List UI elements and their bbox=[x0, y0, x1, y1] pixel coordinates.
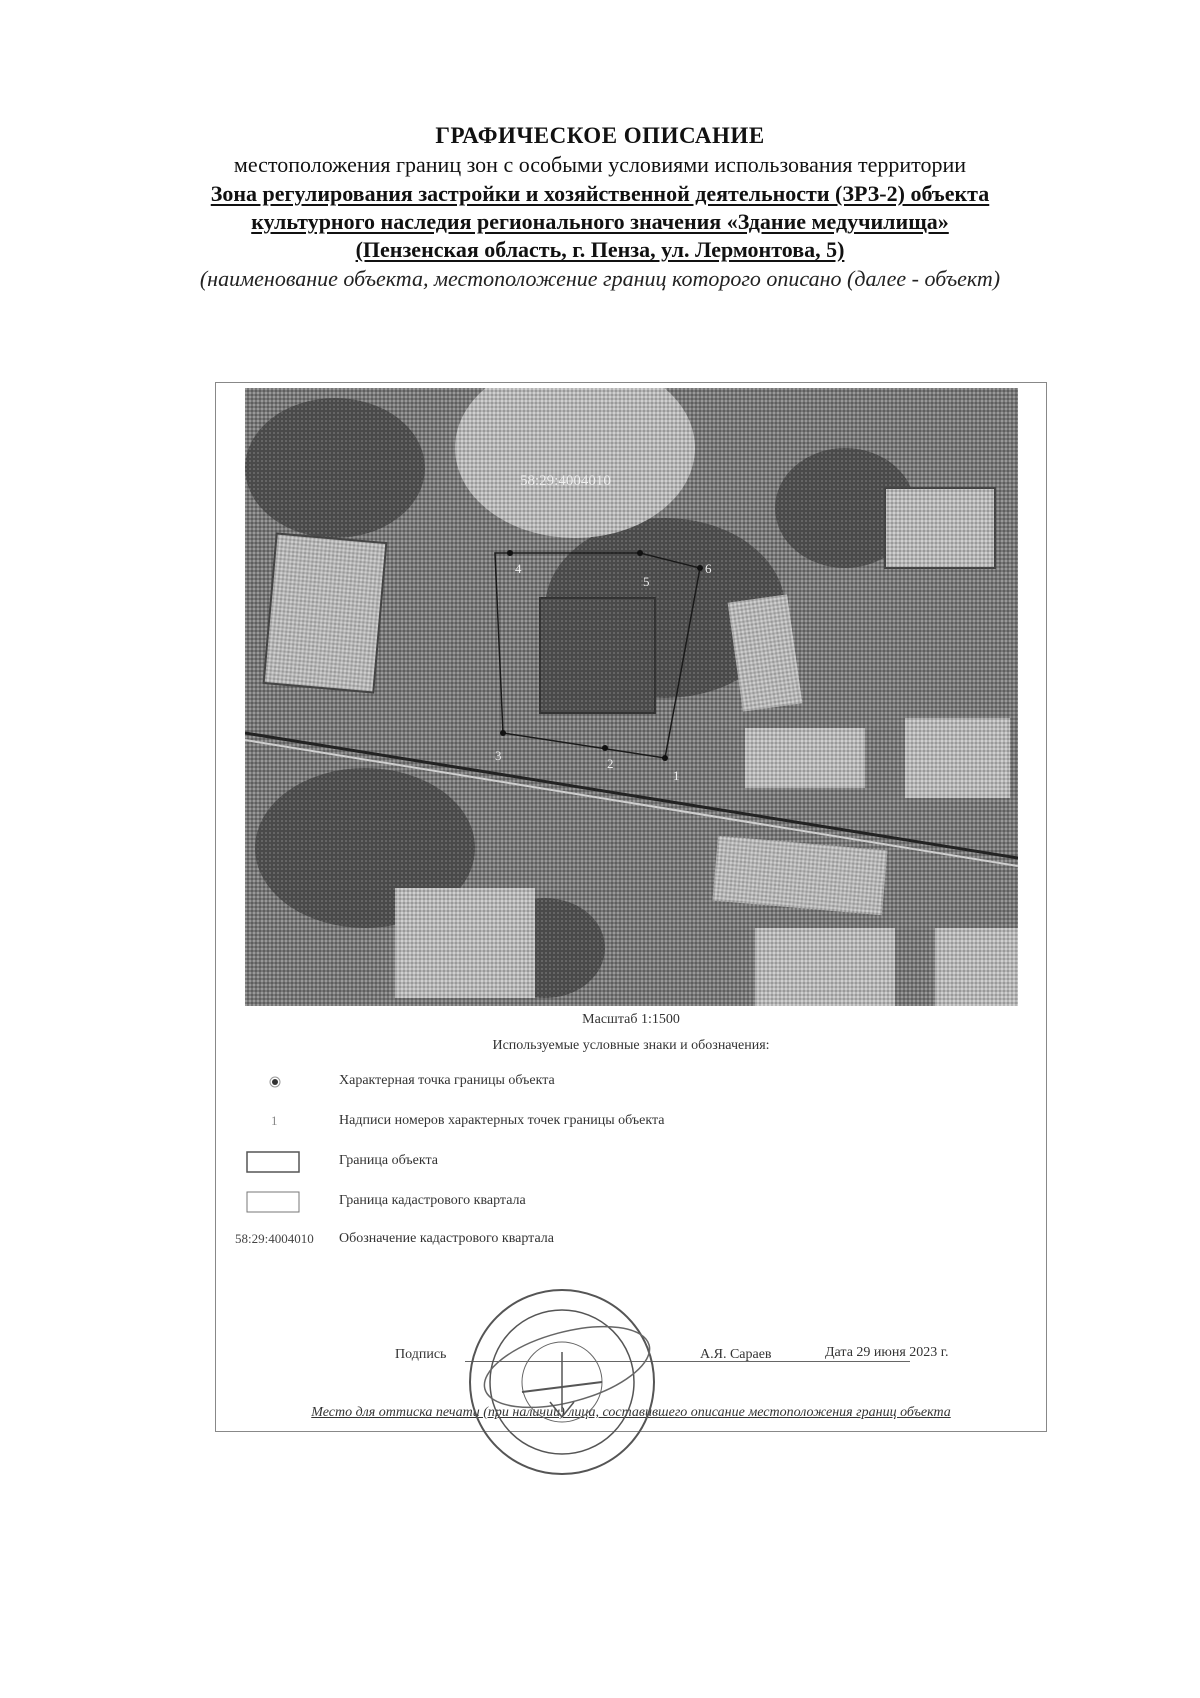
document-header bbox=[0, 122, 1200, 294]
legend-quarter-boundary-symbol bbox=[235, 1190, 335, 1214]
zone-name-line-1: Зона регулирования застройки и хозяйственной деятельности (ЗРЗ-2) объекта bbox=[210, 181, 990, 206]
legend-item-object-boundary bbox=[235, 1150, 1015, 1174]
legend-item-quarter-label bbox=[235, 1228, 1015, 1252]
signature-date: Дата 29 июня 2023 г. bbox=[825, 1345, 949, 1360]
aerial-map bbox=[245, 388, 1018, 1006]
legend-text-point: Характерная точка границы объекта bbox=[339, 1073, 555, 1088]
legend-text-number: Надписи номеров характерных точек границы объекта bbox=[339, 1113, 665, 1128]
object-caption: (наименование объекта, местоположение границ которого описано (далее - объект) bbox=[199, 266, 1001, 291]
point-label-6: 6 bbox=[705, 561, 712, 576]
stamp-place-note: Место для оттиска печати (при наличии) лица, составившего описание местоположения границ объекта bbox=[311, 1405, 951, 1420]
legend-quarter-label-symbol: 58:29:4004010 bbox=[235, 1231, 314, 1246]
quarter-label: 58:29:4004010 bbox=[520, 473, 611, 489]
legend-number-symbol: 1 bbox=[271, 1113, 278, 1128]
document-subtitle: местоположения границ зон с особыми условиями использования территории bbox=[233, 152, 967, 177]
zone-name-line-2: культурного наследия регионального значения «Здание медучилища» bbox=[251, 209, 949, 234]
legend-item-quarter-boundary bbox=[235, 1190, 1015, 1214]
signer-name: А.Я. Сараев bbox=[700, 1347, 772, 1362]
legend-item-point bbox=[235, 1070, 1015, 1094]
legend-item-number bbox=[235, 1110, 1015, 1134]
signature-label: Подпись bbox=[395, 1347, 447, 1362]
document-title: ГРАФИЧЕСКОЕ ОПИСАНИЕ bbox=[435, 123, 765, 148]
point-label-5: 5 bbox=[643, 574, 650, 589]
point-label-1: 1 bbox=[673, 768, 680, 783]
point-label-2: 2 bbox=[607, 756, 614, 771]
legend-point-symbol bbox=[235, 1070, 335, 1094]
point-label-3: 3 bbox=[495, 748, 502, 763]
legend-text-quarter-boundary: Граница кадастрового квартала bbox=[339, 1193, 526, 1208]
aerial-map-image bbox=[245, 388, 1018, 1006]
legend-title: Используемые условные знаки и обозначения: bbox=[492, 1038, 770, 1053]
official-stamp bbox=[462, 1282, 662, 1482]
zone-name-line-3: (Пензенская область, г. Пенза, ул. Лермонтова, 5) bbox=[355, 237, 845, 262]
legend-object-boundary-symbol bbox=[235, 1150, 335, 1174]
point-label-4: 4 bbox=[515, 561, 522, 576]
map-scale: Масштаб 1:1500 bbox=[582, 1012, 680, 1027]
legend-text-object-boundary: Граница объекта bbox=[339, 1153, 438, 1168]
legend-text-quarter-label: Обозначение кадастрового квартала bbox=[339, 1231, 554, 1246]
